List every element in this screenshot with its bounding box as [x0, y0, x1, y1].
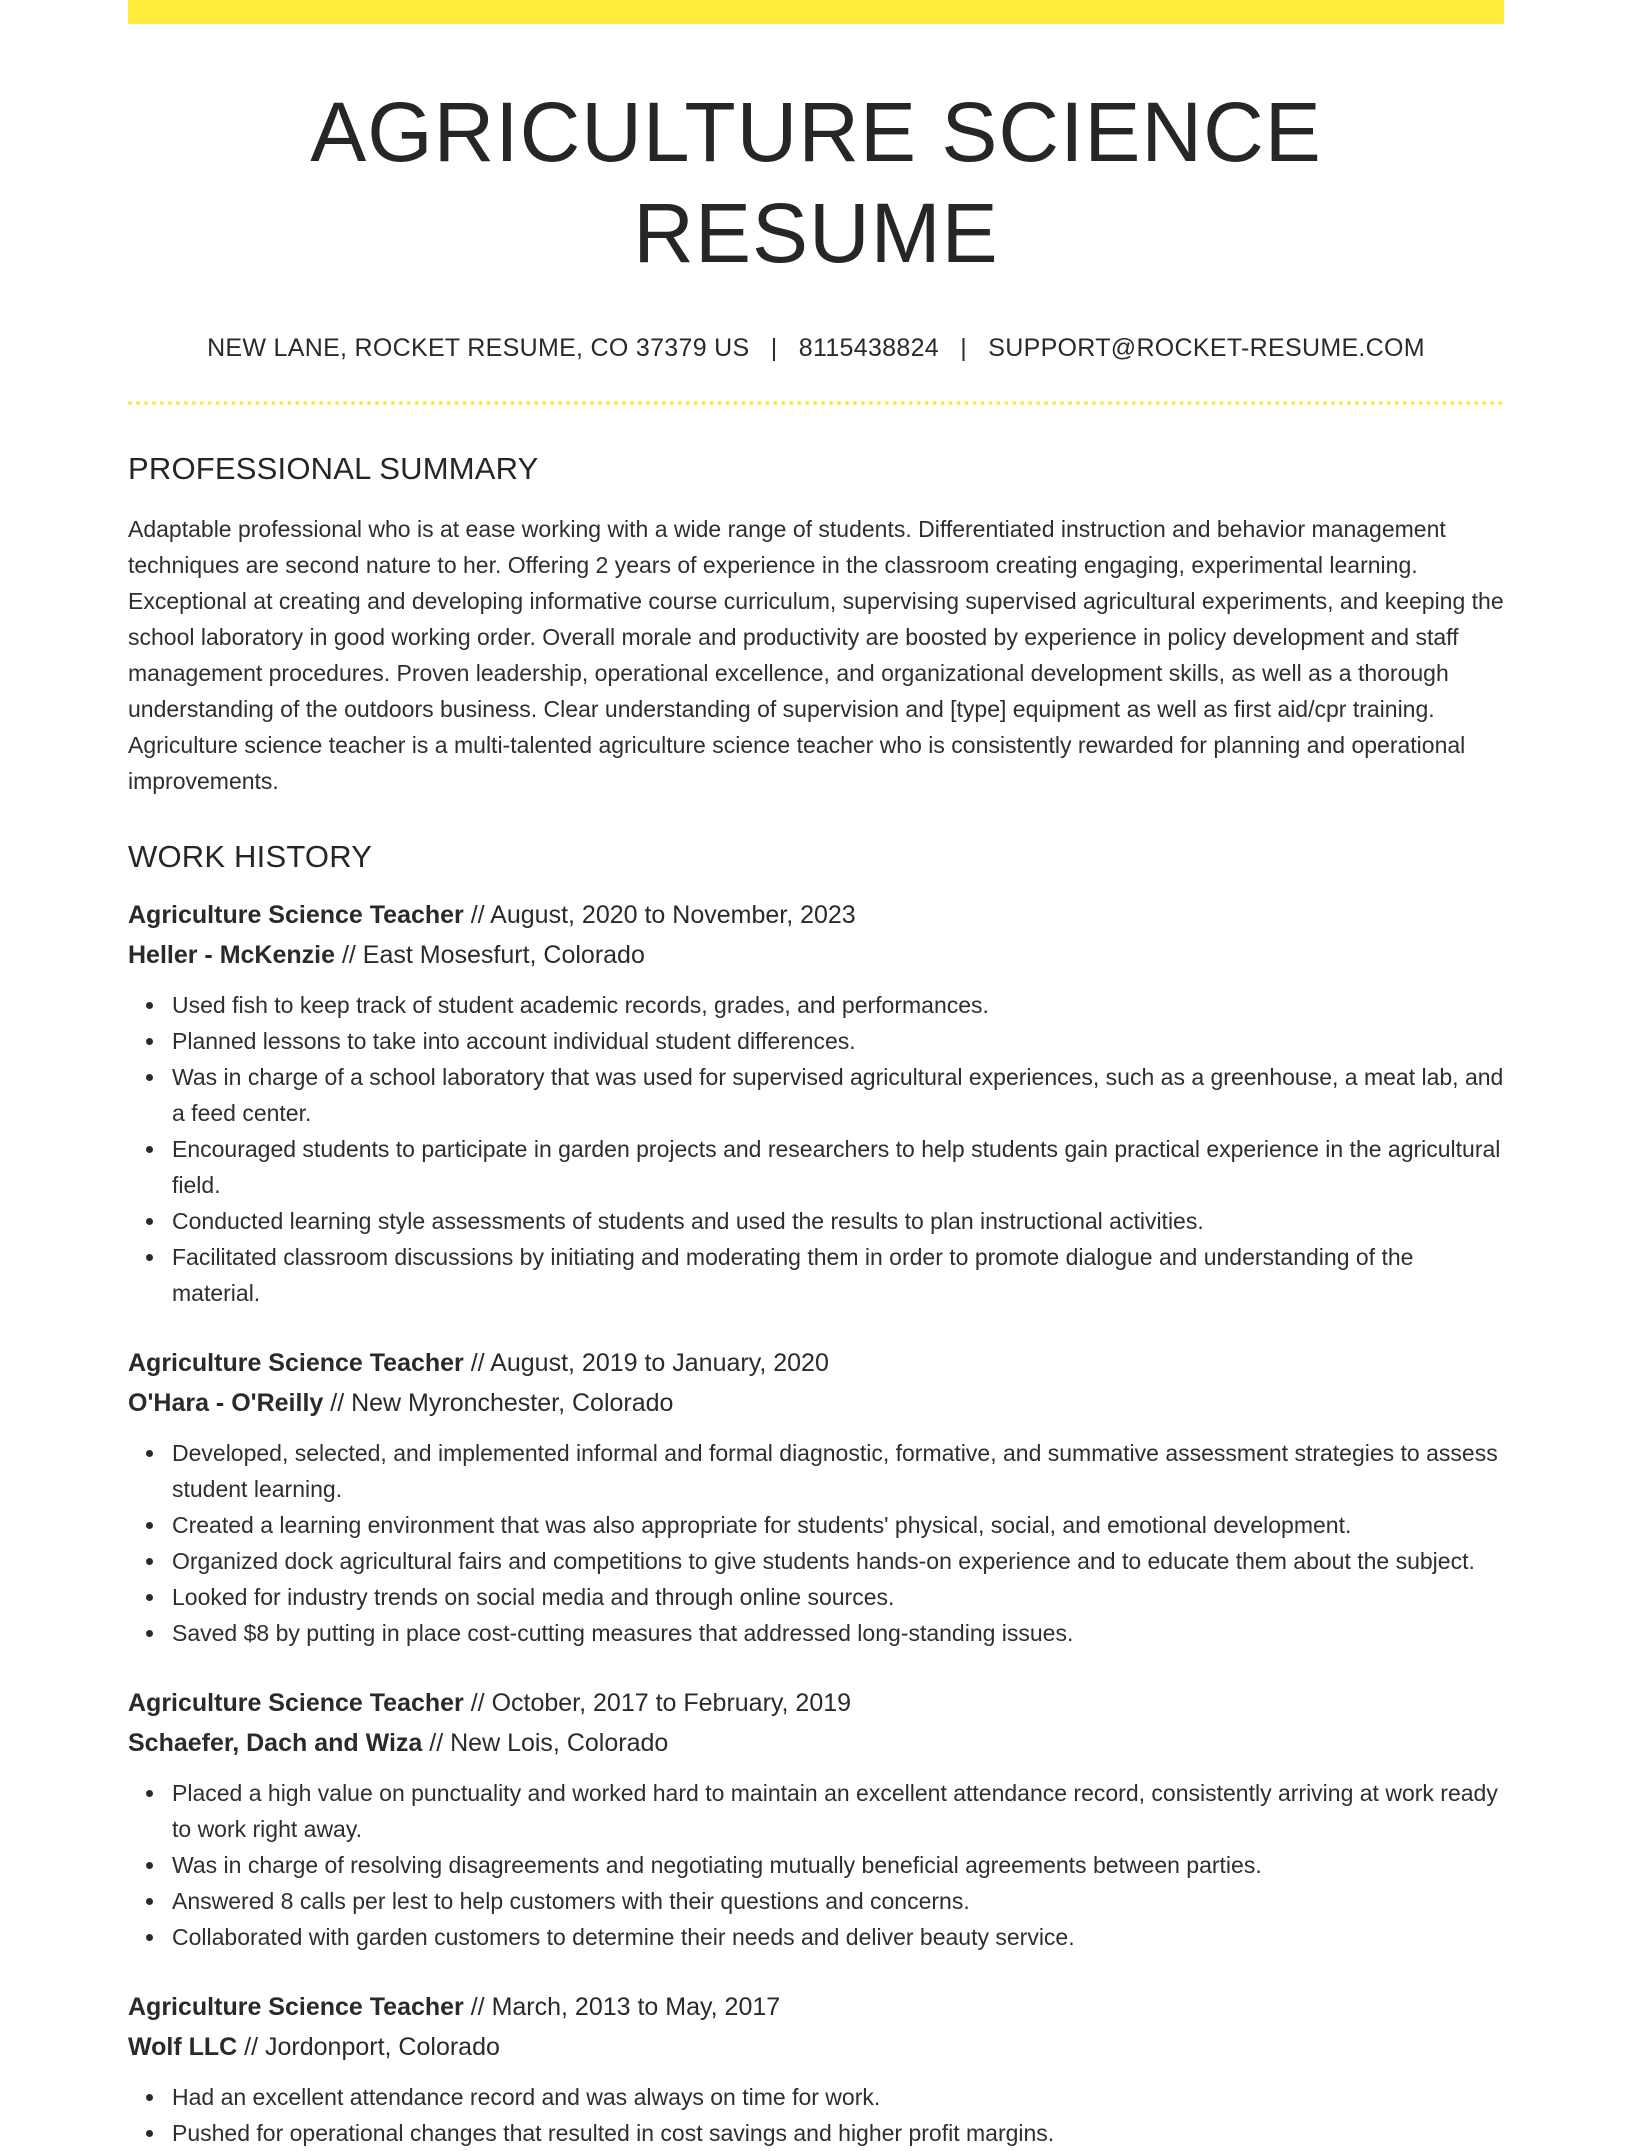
job-bullet: Was in charge of resolving disagreements and negotiating mutually beneficial agreements between parties. [172, 1847, 1504, 1883]
job-company: Heller - McKenzie [128, 940, 336, 969]
job-bullet: Had an excellent attendance record and was always on time for work. [172, 2079, 1504, 2115]
resume-title: AGRICULTURE SCIENCE RESUME [310, 85, 1322, 280]
summary-paragraph: Adaptable professional who is at ease working with a wide range of students. Differentiated instruction and behavior management techniques are second nature to her. Offering 2 years of experience in the classroom creating engaging, experimental learning. Exceptional at creating and developing informative course curriculum, supervising supervised agricultural experiments, and keeping the school laboratory in good working order. Overall morale and productivity are boosted by experience in policy development and staff management procedures. Proven leadership, operational excellence, and organizational development skills, as well as a thorough understanding of the outdoors business. Clear understanding of supervision and [type] equipment as well as first aid/cpr training. Agriculture science teacher is a multi-talented agriculture science teacher who is consistently rewarded for planning and operational improvements. [128, 515, 1504, 794]
job-bullet-list [128, 1435, 1504, 1651]
top-accent-bar [128, 0, 1504, 24]
contact-separator: | [960, 333, 968, 362]
email-text: SUPPORT@ROCKET-RESUME.COM [988, 333, 1425, 362]
job-dates: // October, 2017 to February, 2019 [463, 1688, 852, 1717]
job-company-line [128, 935, 1504, 975]
job-company: O'Hara - O'Reilly [128, 1388, 324, 1417]
job-bullet: Used fish to keep track of student academic records, grades, and performances. [172, 987, 1504, 1023]
job-company: Wolf LLC [128, 2032, 238, 2061]
job-bullet: Organized dock agricultural fairs and competitions to give students hands-on experience and to educate them about the subject. [172, 1543, 1504, 1579]
job-entry [128, 1987, 1504, 2151]
job-role: Agriculture Science Teacher [128, 1688, 464, 1717]
job-company-line [128, 1383, 1504, 1423]
job-bullet-list [128, 1775, 1504, 1955]
dotted-divider [128, 401, 1504, 405]
job-bullet: Facilitated classroom discussions by initiating and moderating them in order to promote dialogue and understanding of the material. [172, 1239, 1504, 1311]
job-role: Agriculture Science Teacher [128, 1992, 464, 2021]
job-entry [128, 895, 1504, 1311]
job-bullet: Was in charge of a school laboratory that was used for supervised agricultural experiences, such as a greenhouse, a meat lab, and a feed center. [172, 1059, 1504, 1131]
job-location: // Jordonport, Colorado [237, 2032, 500, 2061]
job-entry [128, 1683, 1504, 1955]
job-bullet: Encouraged students to participate in garden projects and researchers to help students gain practical experience in the agricultural field. [172, 1131, 1504, 1203]
job-bullet: Placed a high value on punctuality and worked hard to maintain an excellent attendance record, consistently arriving at work ready to work right away. [172, 1775, 1504, 1847]
job-role-line [128, 1987, 1504, 2027]
address-text: NEW LANE, ROCKET RESUME, CO 37379 US [207, 333, 750, 362]
job-bullet: Conducted learning style assessments of students and used the results to plan instructional activities. [172, 1203, 1504, 1239]
job-role-line [128, 895, 1504, 935]
job-company-line [128, 2027, 1504, 2067]
job-bullet-list [128, 987, 1504, 1311]
job-bullet: Saved $8 by putting in place cost-cutting measures that addressed long-standing issues. [172, 1615, 1504, 1651]
job-company-line [128, 1723, 1504, 1763]
job-location: // New Myronchester, Colorado [323, 1388, 674, 1417]
resume-page [128, 0, 1504, 2151]
job-bullet: Collaborated with garden customers to determine their needs and deliver beauty service. [172, 1919, 1504, 1955]
job-bullet: Planned lessons to take into account individual student differences. [172, 1023, 1504, 1059]
job-bullet: Looked for industry trends on social media and through online sources. [172, 1579, 1504, 1615]
phone-text: 8115438824 [798, 333, 939, 362]
job-bullet-list [128, 2079, 1504, 2151]
job-dates: // March, 2013 to May, 2017 [463, 1992, 781, 2021]
job-bullet: Pushed for operational changes that resulted in cost savings and higher profit margins. [172, 2115, 1504, 2151]
job-dates: // August, 2020 to November, 2023 [463, 900, 856, 929]
job-bullet: Developed, selected, and implemented informal and formal diagnostic, formative, and summative assessment strategies to assess student learning. [172, 1435, 1504, 1507]
job-bullet: Answered 8 calls per lest to help customers with their questions and concerns. [172, 1883, 1504, 1919]
job-location: // East Mosesfurt, Colorado [335, 940, 645, 969]
contact-line [128, 334, 1504, 363]
work-history-heading: WORK HISTORY [128, 838, 373, 874]
job-role: Agriculture Science Teacher [128, 1348, 464, 1377]
contact-separator: | [770, 333, 778, 362]
job-location: // New Lois, Colorado [422, 1728, 669, 1757]
job-bullet: Created a learning environment that was also appropriate for students' physical, social, and emotional development. [172, 1507, 1504, 1543]
job-company: Schaefer, Dach and Wiza [128, 1728, 423, 1757]
summary-heading: PROFESSIONAL SUMMARY [128, 450, 539, 486]
job-role-line [128, 1343, 1504, 1383]
job-role-line [128, 1683, 1504, 1723]
job-dates: // August, 2019 to January, 2020 [463, 1348, 829, 1377]
job-entry [128, 1343, 1504, 1651]
job-role: Agriculture Science Teacher [128, 900, 464, 929]
